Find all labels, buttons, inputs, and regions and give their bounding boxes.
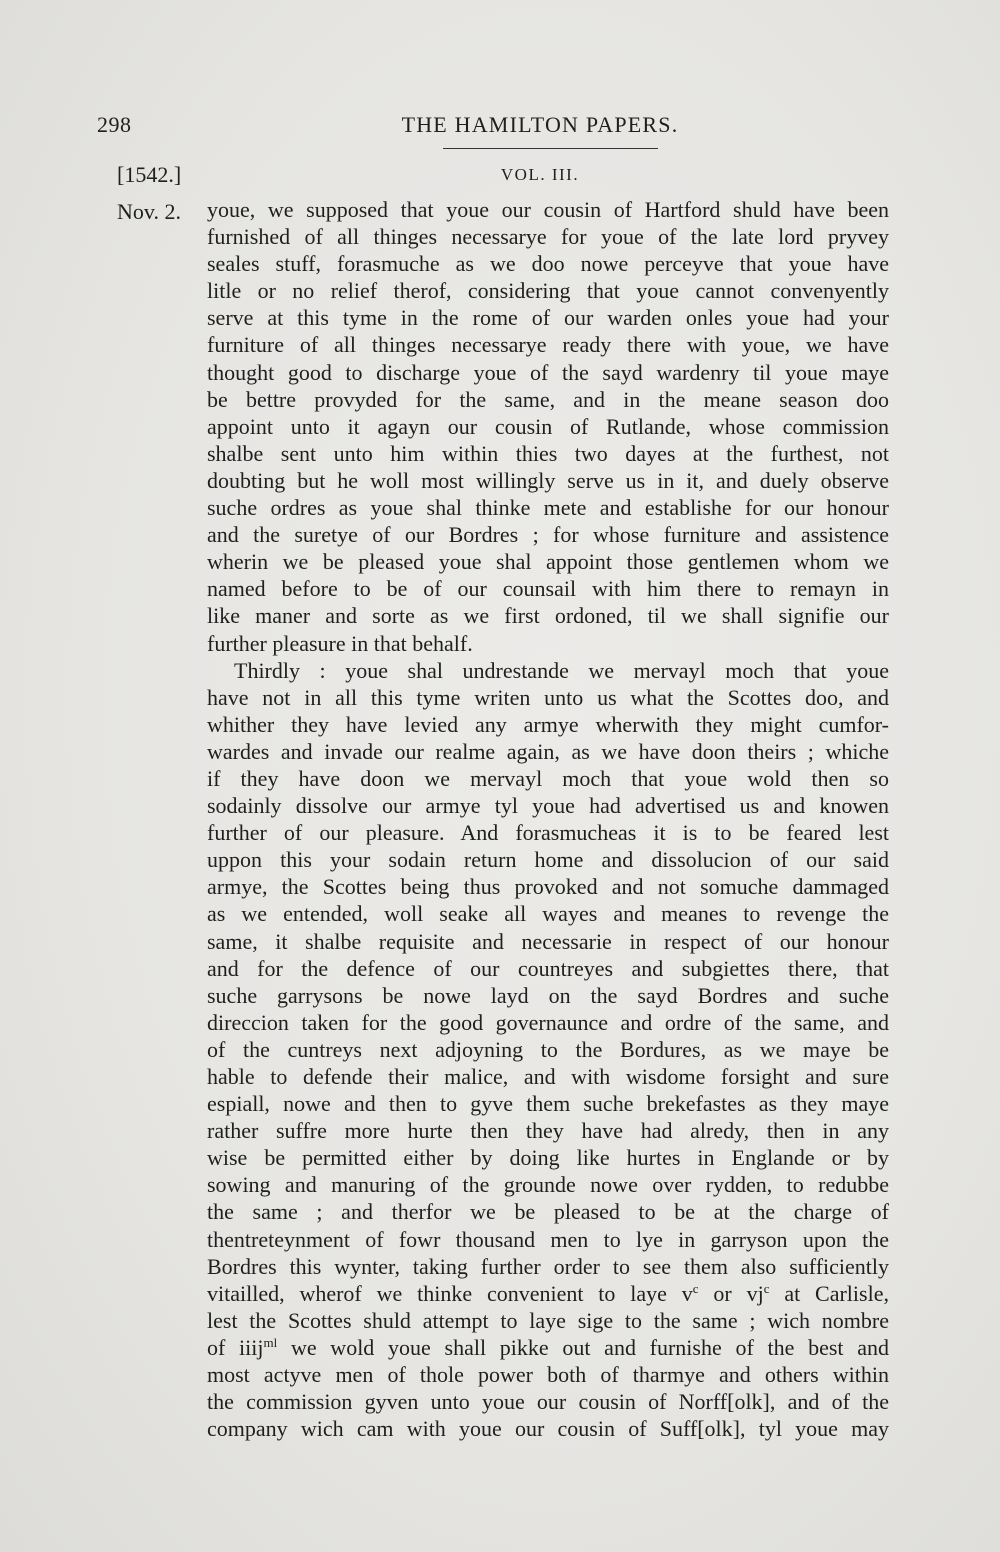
text-line: doubting but he woll most willingly serve us in it, and duely observe [207, 467, 889, 493]
text-line: whither they have levied any armye wherwith they might cumfor- [207, 711, 889, 737]
text-line: youe, we supposed that youe our cousin of Hartford shuld have been [207, 197, 889, 222]
text-line: thought good to discharge youe of the sayd wardenry til youe maye [207, 359, 889, 385]
text-line: the same ; and therfor we be pleased to be at the charge of [207, 1199, 889, 1225]
text-line: wherin we be pleased youe shal appoint those gentlemen whom we [207, 549, 889, 575]
text-line: sodainly dissolve our armye tyl youe had advertised us and knowen [207, 793, 889, 819]
superscript: c [692, 1280, 699, 1296]
text-line: seales stuff, forasmuche as we doo nowe perceyve that youe have [207, 251, 889, 277]
text-line: and for the defence of our countreyes and subgiettes there, that [207, 955, 889, 981]
text-fragment: at Carlisle, [769, 1280, 889, 1306]
text-line: direccion taken for the good governaunce and ordre of the same, and [207, 1009, 889, 1035]
superscript: ml [263, 1335, 278, 1351]
text-line: suche ordres as youe shal thinke mete and establishe for our honour [207, 495, 889, 521]
text-line: sowing and manuring of the grounde nowe over rydden, to redubbe [207, 1172, 889, 1198]
text-line: furnished of all thinges necessarye for youe of the late lord pryvey [207, 224, 889, 250]
superscript: c [763, 1280, 770, 1296]
text-line: furniture of all thinges necessarye ready there with youe, we have [207, 332, 889, 358]
text-line: suche garrysons be nowe layd on the sayd Bordres and suche [207, 982, 889, 1008]
text-line: most actyve men of thole power both of tharmye and others within [207, 1362, 889, 1388]
text-line: hable to defende their malice, and with wisdome forsight and sure [207, 1064, 889, 1089]
text-line: as we entended, woll seake all wayes and meanes to revenge the [207, 901, 889, 927]
text-line: further of our pleasure. And forasmucheas it is to be feared lest [207, 820, 889, 846]
text-line: espiall, nowe and then to gyve them suche brekefastes as they maye [207, 1091, 889, 1117]
text-line: litle or no relief therof, considering that youe cannot convenyently [207, 278, 889, 304]
text-fragment: or vj [698, 1280, 764, 1306]
title-rule [443, 148, 658, 149]
text-line: the commission gyven unto youe our cousin of Norff[olk], and of the [207, 1389, 889, 1415]
text-line: Bordres this wynter, taking further order to see them also sufficiently [207, 1253, 889, 1279]
text-line: named before to be of our counsail with him there to remayn in [207, 576, 889, 602]
text-line: shalbe sent unto him within thies two dayes at the furthest, not [207, 440, 889, 466]
volume-label: VOL. III. [500, 165, 580, 184]
text-line: armye, the Scottes being thus provoked and not somuche dammaged [207, 874, 889, 900]
text-line [207, 1280, 889, 1307]
text-line: have not in all this tyme writen unto us what the Scottes doo, and [207, 684, 889, 710]
text-line: company wich cam with youe our cousin of Suff[olk], tyl youe may [207, 1416, 889, 1442]
text-line: wise be permitted either by doing like hurtes in Englande or by [207, 1145, 889, 1171]
text-line: be bettre provyded for the same, and in the meane season doo [207, 386, 889, 412]
text-line: uppon this your sodain return home and dissolucion of our said [207, 847, 889, 873]
text-line [207, 1334, 889, 1361]
text-line: serve at this tyme in the rome of our warden onles youe had your [207, 305, 889, 331]
text-line: like maner and sorte as we first ordoned, til we shall signifie our [207, 603, 889, 629]
text-line: lest the Scottes shuld attempt to laye sige to the same ; wich nombre [207, 1307, 889, 1333]
text-line: wardes and invade our realme again, as we have doon theirs ; whiche [207, 738, 889, 764]
text-line: same, it shalbe requisite and necessarie in respect of our honour [207, 928, 889, 954]
text-line: of the cuntreys next adjoyning to the Bordures, as we maye be [207, 1036, 889, 1062]
year-marker: [1542.] [117, 162, 182, 187]
text-line: thentreteynment of fowr thousand men to lye in garryson upon the [207, 1226, 889, 1252]
text-fragment: of iiij [207, 1334, 264, 1360]
date-marker: Nov. 2. [117, 199, 181, 224]
text-fragment: we wold youe shall pikke out and furnishe of the best and [277, 1334, 890, 1360]
text-line: rather suffre more hurte then they have had alredy, then in any [207, 1118, 889, 1144]
running-title: THE HAMILTON PAPERS. [401, 112, 679, 137]
text-line: if they have doon we mervayl moch that youe wold then so [207, 765, 889, 791]
text-line: appoint unto it agayn our cousin of Rutlande, whose commission [207, 413, 889, 439]
text-line: Thirdly : youe shal undrestande we mervayl moch that youe [234, 657, 889, 683]
text-line: further pleasure in that behalf. [207, 630, 473, 656]
text-fragment: vitailled, wherof we thinke convenient to laye v [207, 1280, 693, 1306]
body-text [207, 196, 889, 1442]
page-number: 298 [97, 112, 132, 137]
text-line: and the suretye of our Bordres ; for whose furniture and assistence [207, 522, 889, 548]
